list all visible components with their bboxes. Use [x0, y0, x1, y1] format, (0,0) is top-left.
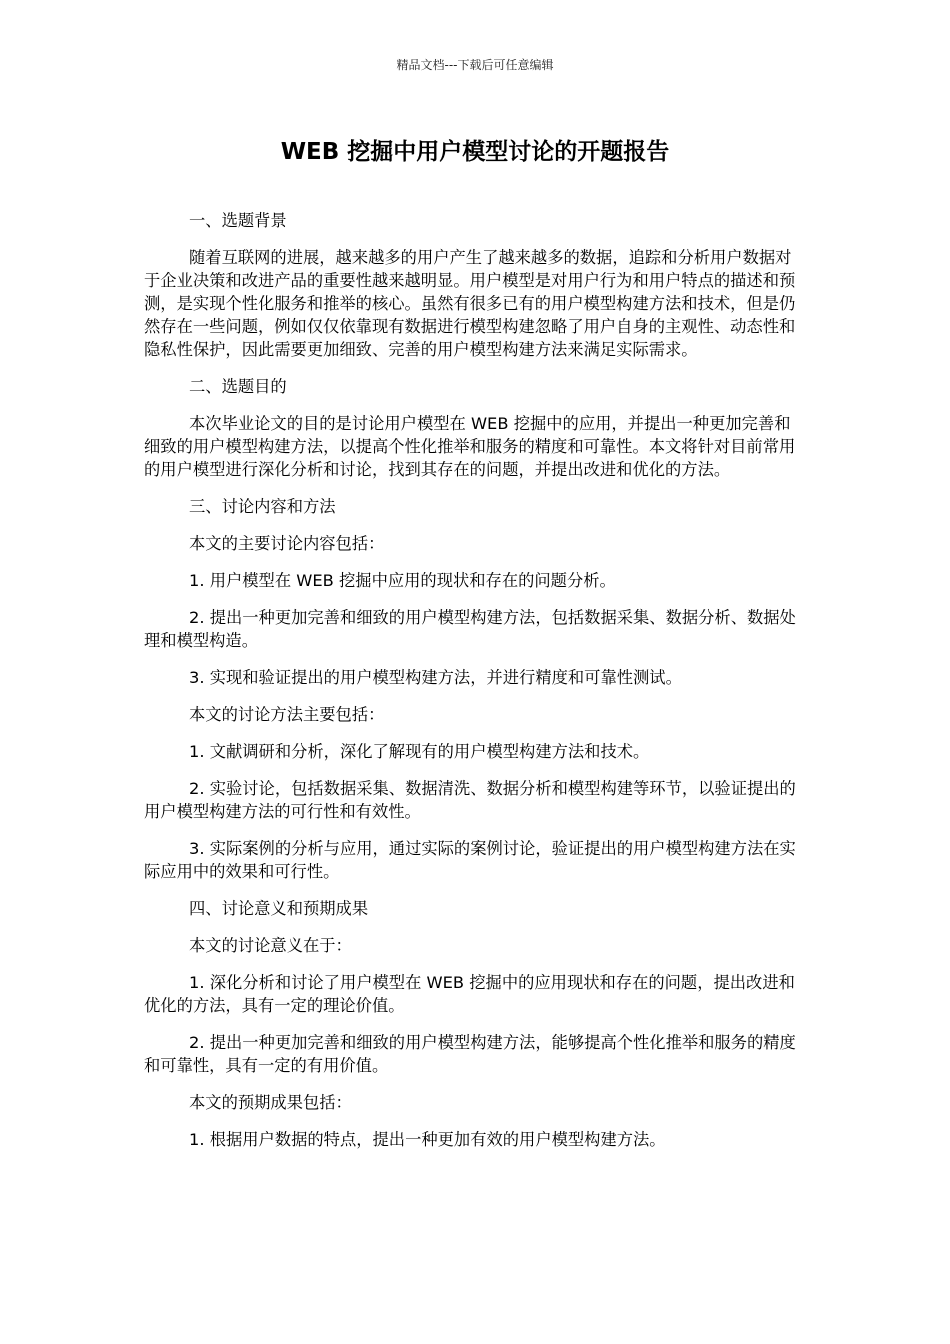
list-item-content-3: 3. 实现和验证提出的用户模型构建方法，并进行精度和可靠性测试。: [189, 668, 682, 687]
list-item-content-2: 2. 提出一种更加完善和细致的用户模型构建方法，包括数据采集、数据分析、数据处理和模型构造。: [144, 608, 796, 650]
paragraph-background: 随着互联网的进展，越来越多的用户产生了越来越多的数据，追踪和分析用户数据对于企业决策和改进产品的重要性越来越明显。用户模型是对用户行为和用户特点的描述和预测，是实现个性化服务和推举的核心。虽然有很多已有的用户模型构建方法和技术，但是仍然存在一些问题，例如仅仅依靠现有数据进行模型构建忽略了用户自身的主观性、动态性和隐私性保护，因此需要更加细致、完善的用户模型构建方法来满足实际需求。: [144, 248, 796, 359]
section-heading-significance: 四、讨论意义和预期成果: [189, 899, 369, 918]
header-note: 精品文档---下载后可任意编辑: [396, 58, 554, 72]
paragraph-significance-intro: 本文的讨论意义在于：: [189, 936, 352, 955]
paragraph-purpose: 本次毕业论文的目的是讨论用户模型在 WEB 挖掘中的应用，并提出一种更加完善和细致的用户模型构建方法，以提高个性化推举和服务的精度和可靠性。本文将针对目前常用的用户模型进行深化分析和讨论，找到其存在的问题，并提出改进和优化的方法。: [144, 414, 796, 479]
document-title: WEB 挖掘中用户模型讨论的开题报告: [280, 139, 670, 165]
section-heading-purpose: 二、选题目的: [189, 377, 287, 396]
paragraph-outcome-intro: 本文的预期成果包括：: [189, 1093, 352, 1112]
list-item-method-2: 2. 实验讨论，包括数据采集、数据清洗、数据分析和模型构建等环节，以验证提出的用户模型构建方法的可行性和有效性。: [144, 779, 796, 821]
list-item-method-3: 3. 实际案例的分析与应用，通过实际的案例讨论，验证提出的用户模型构建方法在实际应用中的效果和可行性。: [144, 839, 796, 881]
section-heading-content-method: 三、讨论内容和方法: [189, 497, 336, 516]
document-body: [144, 209, 806, 1165]
list-item-method-1: 1. 文献调研和分析，深化了解现有的用户模型构建方法和技术。: [189, 742, 650, 761]
list-item-significance-2: 2. 提出一种更加完善和细致的用户模型构建方法，能够提高个性化推举和服务的精度和可靠性，具有一定的有用价值。: [144, 1033, 796, 1075]
list-item-significance-1: 1. 深化分析和讨论了用户模型在 WEB 挖掘中的应用现状和存在的问题，提出改进和优化的方法，具有一定的理论价值。: [144, 973, 795, 1015]
section-heading-background: 一、选题背景: [189, 211, 287, 230]
paragraph-method-intro: 本文的讨论方法主要包括：: [189, 705, 385, 724]
paragraph-content-intro: 本文的主要讨论内容包括：: [189, 534, 385, 553]
list-item-content-1: 1. 用户模型在 WEB 挖掘中应用的现状和存在的问题分析。: [189, 571, 616, 590]
list-item-outcome-1: 1. 根据用户数据的特点，提出一种更加有效的用户模型构建方法。: [189, 1130, 666, 1149]
